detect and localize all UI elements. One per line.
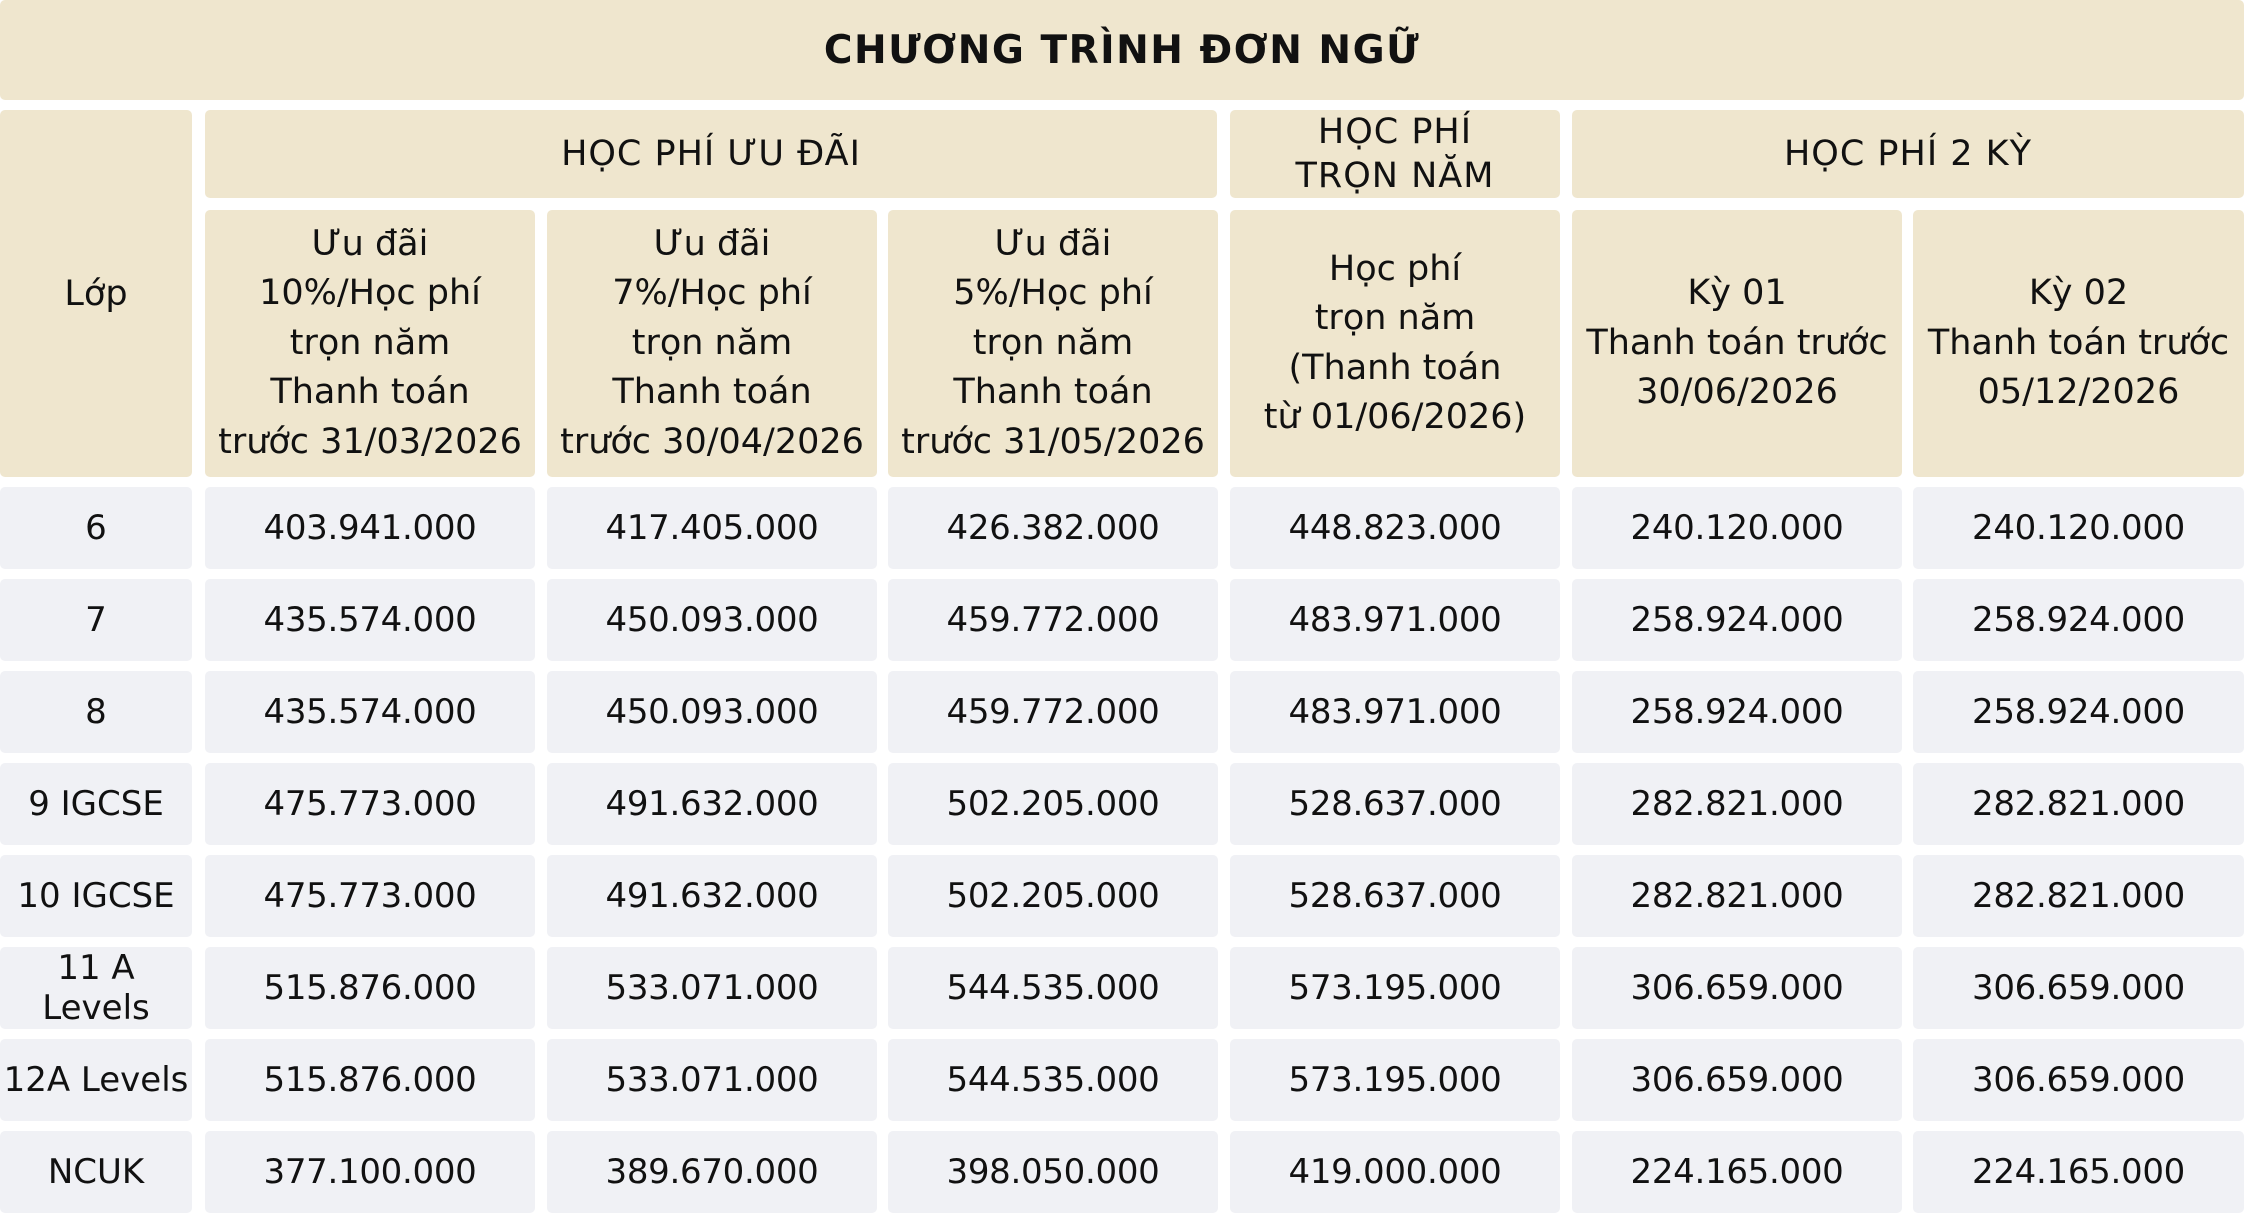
tuition-value-cell: 306.659.000 (1913, 947, 2244, 1029)
tuition-value-cell: 426.382.000 (888, 487, 1218, 569)
group-header-tron-nam: HỌC PHÍ TRỌN NĂM (1230, 110, 1560, 198)
tuition-value-cell: 282.821.000 (1572, 763, 1902, 845)
tuition-value-cell: 450.093.000 (547, 671, 877, 753)
tuition-value-cell: 398.050.000 (888, 1131, 1218, 1213)
tuition-value-cell: 282.821.000 (1913, 763, 2244, 845)
tuition-value-cell: 258.924.000 (1913, 579, 2244, 661)
tuition-value-cell: 448.823.000 (1230, 487, 1560, 569)
tuition-value-cell: 491.632.000 (547, 855, 877, 937)
tuition-value-cell: 459.772.000 (888, 579, 1218, 661)
tuition-value-cell: 515.876.000 (205, 947, 535, 1029)
group-header-2-ky: HỌC PHÍ 2 KỲ (1572, 110, 2244, 198)
tuition-value-cell: 224.165.000 (1572, 1131, 1902, 1213)
column-header-lop: Lớp (0, 110, 192, 477)
tuition-value-cell: 515.876.000 (205, 1039, 535, 1121)
tuition-value-cell: 435.574.000 (205, 671, 535, 753)
tuition-value-cell: 544.535.000 (888, 1039, 1218, 1121)
tuition-value-cell: 258.924.000 (1913, 671, 2244, 753)
tuition-value-cell: 483.971.000 (1230, 579, 1560, 661)
tuition-value-cell: 306.659.000 (1572, 947, 1902, 1029)
tuition-value-cell: 389.670.000 (547, 1131, 877, 1213)
tuition-value-cell: 377.100.000 (205, 1131, 535, 1213)
row-grade-label: 11 A Levels (0, 947, 192, 1029)
tuition-value-cell: 491.632.000 (547, 763, 877, 845)
subheader-term-1: Kỳ 01 Thanh toán trước 30/06/2026 (1572, 210, 1902, 477)
tuition-value-cell: 502.205.000 (888, 855, 1218, 937)
tuition-value-cell: 435.574.000 (205, 579, 535, 661)
tuition-value-cell: 475.773.000 (205, 763, 535, 845)
tuition-value-cell: 544.535.000 (888, 947, 1218, 1029)
tuition-value-cell: 533.071.000 (547, 1039, 877, 1121)
tuition-value-cell: 258.924.000 (1572, 579, 1902, 661)
subheader-full-year: Học phí trọn năm (Thanh toán từ 01/06/2026) (1230, 210, 1560, 477)
tuition-value-cell: 419.000.000 (1230, 1131, 1560, 1213)
tuition-value-cell: 475.773.000 (205, 855, 535, 937)
row-grade-label: 8 (0, 671, 192, 753)
tuition-value-cell: 282.821.000 (1913, 855, 2244, 937)
table-title: CHƯƠNG TRÌNH ĐƠN NGỮ (0, 0, 2244, 100)
tuition-value-cell: 573.195.000 (1230, 947, 1560, 1029)
tuition-value-cell: 483.971.000 (1230, 671, 1560, 753)
subheader-discount-10: Ưu đãi 10%/Học phí trọn năm Thanh toán trước 31/03/2026 (205, 210, 535, 477)
group-header-uu-dai: HỌC PHÍ ƯU ĐÃI (205, 110, 1217, 198)
tuition-value-cell: 502.205.000 (888, 763, 1218, 845)
tuition-value-cell: 224.165.000 (1913, 1131, 2244, 1213)
subheader-discount-7: Ưu đãi 7%/Học phí trọn năm Thanh toán trước 30/04/2026 (547, 210, 877, 477)
tuition-value-cell: 417.405.000 (547, 487, 877, 569)
tuition-value-cell: 258.924.000 (1572, 671, 1902, 753)
tuition-value-cell: 240.120.000 (1913, 487, 2244, 569)
row-grade-label: 6 (0, 487, 192, 569)
tuition-value-cell: 240.120.000 (1572, 487, 1902, 569)
tuition-value-cell: 282.821.000 (1572, 855, 1902, 937)
tuition-value-cell: 306.659.000 (1913, 1039, 2244, 1121)
row-grade-label: NCUK (0, 1131, 192, 1213)
tuition-value-cell: 528.637.000 (1230, 763, 1560, 845)
tuition-value-cell: 528.637.000 (1230, 855, 1560, 937)
row-grade-label: 12A Levels (0, 1039, 192, 1121)
subheader-term-2: Kỳ 02 Thanh toán trước 05/12/2026 (1913, 210, 2244, 477)
tuition-value-cell: 533.071.000 (547, 947, 877, 1029)
tuition-value-cell: 573.195.000 (1230, 1039, 1560, 1121)
row-grade-label: 7 (0, 579, 192, 661)
tuition-value-cell: 450.093.000 (547, 579, 877, 661)
tuition-value-cell: 403.941.000 (205, 487, 535, 569)
row-grade-label: 9 IGCSE (0, 763, 192, 845)
row-grade-label: 10 IGCSE (0, 855, 192, 937)
subheader-discount-5: Ưu đãi 5%/Học phí trọn năm Thanh toán trước 31/05/2026 (888, 210, 1218, 477)
tuition-value-cell: 459.772.000 (888, 671, 1218, 753)
tuition-value-cell: 306.659.000 (1572, 1039, 1902, 1121)
